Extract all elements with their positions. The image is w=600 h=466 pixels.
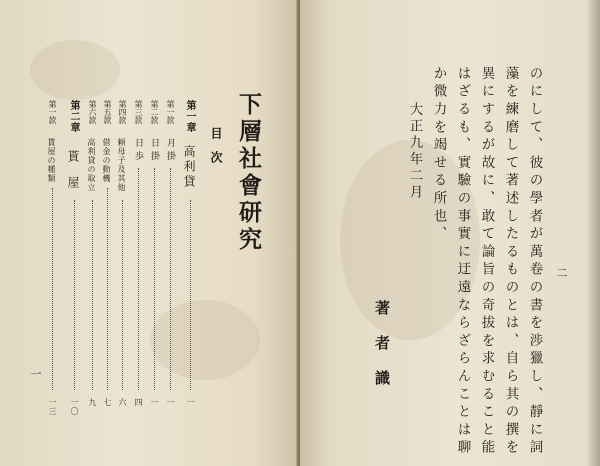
chapter-label: 第二章 [68,100,79,133]
section-page-number: 一 [166,398,175,407]
leader-dots [154,168,155,390]
preface-line-2: 藻を練磨して著述したるものとは、自ら其の撰を [502,66,519,458]
paper-stain [30,40,120,100]
section-page-number: 七 [103,398,112,407]
chapter-page-number: 一 [186,398,195,407]
section-label: 第二款 [150,100,159,124]
section-name: 月掛 [165,138,175,164]
section-name: 日歩 [133,138,143,164]
preface-line-1: のにして、彼の學者が萬卷の書を渉獵し、靜に詞 [526,66,543,458]
page-edge-shadow [586,0,600,466]
toc-heading: 目次 [209,127,223,175]
leader-dots [138,168,139,390]
section-label: 第三款 [134,100,143,124]
preface-line-4: はざるも、實驗の事實に迂遠ならざらんことは聊 [454,66,471,458]
preface-line-3: 異にするが故に、敢て論旨の奇拔を求むること能 [478,66,495,458]
section-label: 第四款 [118,100,127,124]
section-page-number: 一 [150,398,159,407]
section-name: 貰屋の種類 [47,138,56,183]
left-page [0,0,298,466]
author-signature: 著者識 [373,300,391,405]
leader-dots [92,200,93,390]
section-label: 第一款 [166,100,175,124]
preface-line-5: か微力を竭せる所也、 [430,66,447,244]
leader-dots [170,168,171,390]
section-label: 第一款 [48,100,57,124]
leader-dots [74,200,75,390]
section-page-number: 六 [118,398,127,407]
chapter-name: 貰屋 [66,150,80,202]
book-title: 下層社會研究 [235,92,262,254]
chapter-label: 第一章 [184,100,195,133]
preface-date: 大正九年二月 [406,102,423,201]
chapter-name: 高利貸 [182,145,196,190]
section-label: 第五款 [103,100,112,124]
section-name: 高利貸の取立 [87,138,96,192]
page-number: 一 [29,368,42,379]
leader-dots [52,188,53,390]
leader-dots [107,188,108,390]
page-number: 二 [555,267,568,278]
section-name: 日掛 [149,138,159,164]
section-page-number: 九 [88,398,97,407]
section-name: 借金の動機 [102,138,111,183]
leader-dots [190,200,191,390]
section-label: 第六款 [88,100,97,124]
section-page-number: 四 [134,398,143,407]
section-page-number: 一三 [48,398,57,416]
leader-dots [122,200,123,390]
right-page [300,0,600,466]
section-name: 頼母子及其他 [117,138,126,192]
paper-stain [150,300,260,380]
chapter-page-number: 一〇 [70,398,79,416]
